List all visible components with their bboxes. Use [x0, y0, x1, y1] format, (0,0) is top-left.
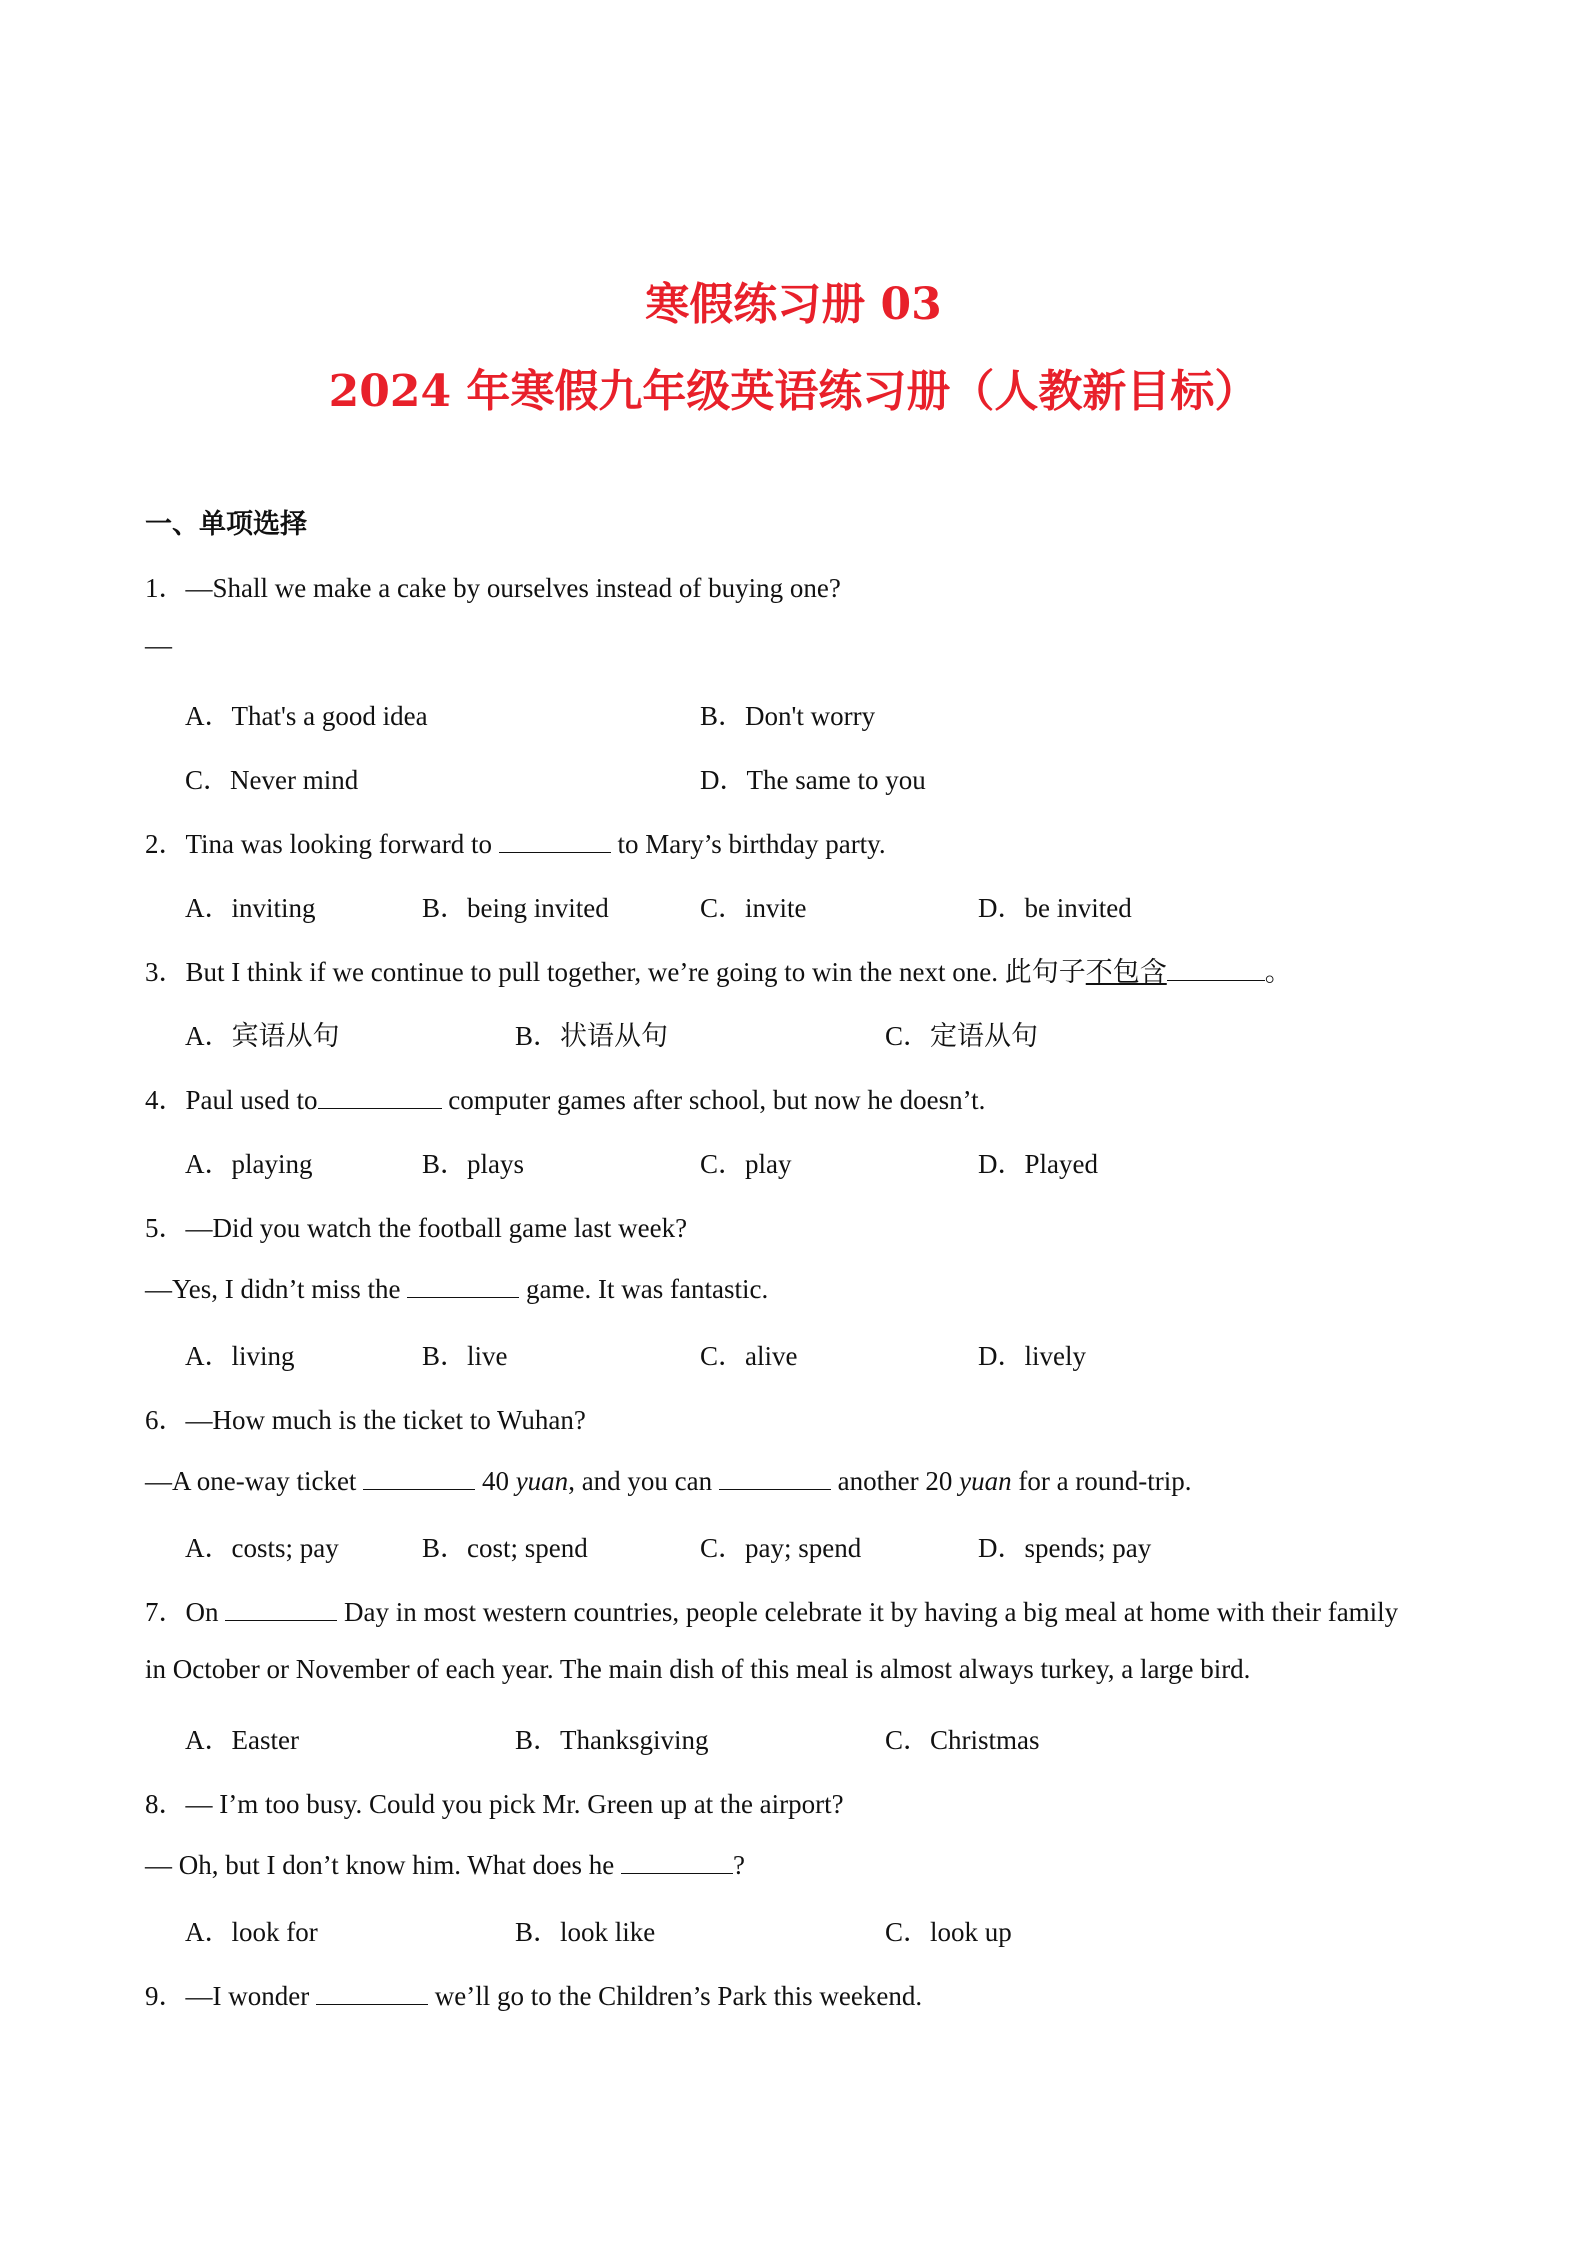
question-1-response: —: [145, 630, 172, 660]
answer-blank: [1167, 953, 1265, 981]
question-8-option-c: C．look up: [885, 1917, 1012, 1947]
answer-blank: [363, 1462, 475, 1490]
question-6-option-b: B．cost; spend: [422, 1533, 588, 1563]
question-7-continuation: in October or November of each year. The main dish of this meal is almost always turkey, a large bird.: [145, 1654, 1251, 1684]
question-2-option-a: A．inviting: [185, 893, 316, 923]
answer-blank: [407, 1270, 519, 1298]
question-5-option-b: B．live: [422, 1341, 508, 1371]
question-3-stem: 3．But I think if we continue to pull together, we’re going to win the next one. 此句子不包含 。: [145, 950, 1292, 989]
question-3-option-c: C．定语从句: [885, 1021, 1039, 1051]
question-1-option-c: C．Never mind: [185, 765, 359, 795]
question-5-option-a: A．living: [185, 1341, 295, 1371]
question-4-option-b: B．plays: [422, 1149, 525, 1179]
question-8-response: — Oh, but I don’t know him. What does he ?: [145, 1846, 745, 1881]
worksheet-title: 寒假练习册 03: [645, 279, 942, 330]
question-9-stem: 9．—I wonder we’ll go to the Children’s Park this weekend.: [145, 1974, 922, 2013]
question-5-response: —Yes, I didn’t miss the game. It was fantastic.: [145, 1270, 768, 1305]
question-7-option-a: A．Easter: [185, 1725, 299, 1755]
question-6-stem: 6．—How much is the ticket to Wuhan?: [145, 1405, 586, 1435]
question-4-stem: 4．Paul used to computer games after school, but now he doesn’t.: [145, 1078, 985, 1117]
question-5-stem: 5．—Did you watch the football game last week?: [145, 1213, 688, 1243]
question-6-option-c: C．pay; spend: [700, 1533, 862, 1563]
question-2-stem: 2．Tina was looking forward to to Mary’s birthday party.: [145, 822, 886, 861]
question-1-option-a: A．That's a good idea: [185, 701, 428, 731]
answer-blank: [316, 1977, 428, 2005]
question-2-option-d: D．be invited: [978, 893, 1132, 923]
question-5-option-d: D．lively: [978, 1341, 1086, 1371]
section-heading: 一、单项选择: [145, 509, 307, 540]
question-2-option-c: C．invite: [700, 893, 807, 923]
question-1-stem: 1．—Shall we make a cake by ourselves instead of buying one?: [145, 573, 841, 603]
question-6-option-d: D．spends; pay: [978, 1533, 1152, 1563]
question-1-option-b: B．Don't worry: [700, 701, 876, 731]
answer-blank: [499, 825, 611, 853]
question-4-option-c: C．play: [700, 1149, 792, 1179]
question-6-response: —A one-way ticket 40 yuan, and you can another 20 yuan for a round-trip.: [145, 1462, 1192, 1497]
question-4-option-d: D．Played: [978, 1149, 1098, 1179]
question-3-option-b: B．状语从句: [515, 1021, 669, 1051]
question-2-option-b: B．being invited: [422, 893, 609, 923]
question-1-option-d: D．The same to you: [700, 765, 926, 795]
underlined-keyword: 不包含: [1085, 957, 1167, 987]
question-5-option-c: C．alive: [700, 1341, 798, 1371]
answer-blank: [225, 1593, 337, 1621]
question-7-stem: 7．On Day in most western countries, people celebrate it by having a big meal at home with their family: [145, 1590, 1398, 1629]
answer-blank: [719, 1462, 831, 1490]
answer-blank: [621, 1846, 733, 1874]
question-8-stem: 8．— I’m too busy. Could you pick Mr. Green up at the airport?: [145, 1789, 844, 1819]
question-7-option-b: B．Thanksgiving: [515, 1725, 709, 1755]
question-3-option-a: A．宾语从句: [185, 1021, 340, 1051]
question-6-option-a: A．costs; pay: [185, 1533, 339, 1563]
worksheet-subtitle: 2024 年寒假九年级英语练习册（人教新目标）: [328, 366, 1259, 417]
question-8-option-a: A．look for: [185, 1917, 318, 1947]
answer-blank: [318, 1081, 442, 1109]
question-7-option-c: C．Christmas: [885, 1725, 1040, 1755]
question-8-option-b: B．look like: [515, 1917, 656, 1947]
question-4-option-a: A．playing: [185, 1149, 313, 1179]
